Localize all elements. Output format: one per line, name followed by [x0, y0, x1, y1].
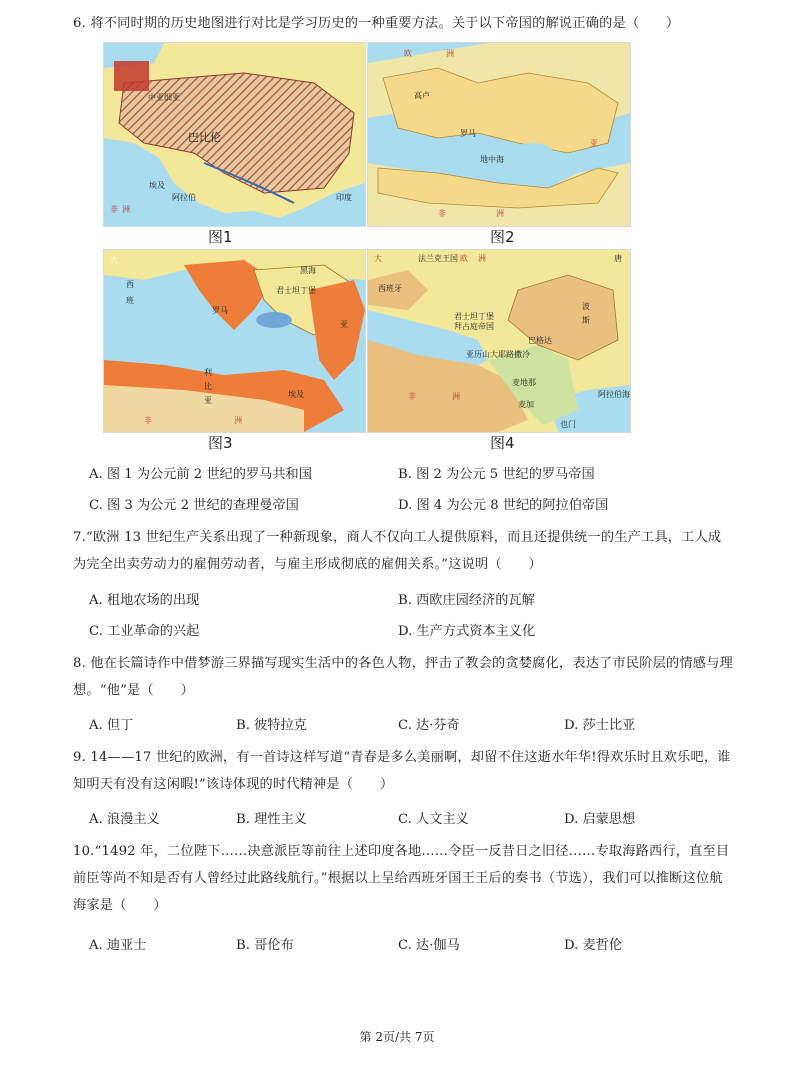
map-label: 法兰克王国: [418, 254, 458, 263]
map-figure-1: [103, 42, 366, 227]
q8-option-c[interactable]: C. 达·芬奇: [398, 718, 460, 733]
map-label: 非: [438, 209, 446, 218]
q6-option-b[interactable]: B. 图 2 为公元 5 世纪的罗马帝国: [398, 467, 595, 482]
q10-option-b[interactable]: B. 哥伦布: [236, 938, 294, 953]
map-label: 亚: [340, 320, 348, 329]
question-7-stem: 7.“欧洲 13 世纪生产关系出现了一种新现象，商人不仅向工人提供原料，而且还提供统一的生产工具，工人成为完全出卖劳动力的雇佣劳动者，与雇主形成彻底的雇佣关系。”这说明（ ）: [73, 530, 722, 572]
map-label: 洲: [452, 392, 460, 401]
map-label: 洲: [478, 254, 486, 263]
map-label: 麦加: [518, 400, 534, 409]
map-label: 巴比伦: [188, 131, 221, 144]
figure-4-caption: 图4: [490, 434, 515, 452]
map-label: 麦地那: [512, 378, 536, 387]
q10-option-c[interactable]: C. 达·伽马: [398, 938, 460, 953]
figure-3-caption: 图3: [208, 434, 233, 452]
map-figure-3: [103, 249, 366, 433]
page-number-footer: 第 2页/共 7页: [359, 1030, 435, 1044]
figure-2-caption: 图2: [490, 228, 515, 246]
map-label: 地中海: [480, 155, 504, 164]
map-label: 印度: [336, 193, 352, 202]
q9-option-c[interactable]: C. 人文主义: [398, 812, 469, 827]
map-label: 大: [374, 254, 382, 263]
map-label: 君士坦丁堡: [454, 312, 494, 321]
map-label: 欧: [460, 254, 468, 263]
q7-option-a[interactable]: A. 租地农场的出现: [89, 593, 200, 608]
map-label: 亚历山大: [466, 350, 498, 359]
map-label: 黑海: [300, 266, 316, 275]
map-label: 罗马: [212, 306, 228, 315]
map-figure-2: [367, 42, 631, 227]
map-label: 西: [126, 280, 134, 289]
q6-option-a[interactable]: A. 图 1 为公元前 2 世纪的罗马共和国: [89, 467, 312, 482]
map-label: 巴格达: [528, 336, 552, 345]
map-label: 西班牙: [378, 284, 402, 293]
map-label: 耶路撒冷: [498, 350, 530, 359]
q8-option-d[interactable]: D. 莎士比亚: [564, 718, 636, 733]
map-label: 利: [204, 368, 212, 377]
q10-option-d[interactable]: D. 麦哲伦: [564, 938, 623, 953]
map-label: 埃及: [288, 390, 304, 399]
map-label: 亚: [204, 396, 212, 405]
map-label: 亚: [590, 139, 598, 148]
map-label: 洲: [122, 205, 130, 214]
q8-option-a[interactable]: A. 但丁: [89, 718, 134, 733]
q7-option-c[interactable]: C. 工业革命的兴起: [89, 624, 200, 639]
map-figure-4: [367, 249, 631, 433]
q9-option-a[interactable]: A. 浪漫主义: [89, 812, 160, 827]
map-label: 非: [408, 392, 416, 401]
map-label: 欧: [404, 49, 412, 58]
map-label: 班: [126, 296, 134, 305]
q10-option-a[interactable]: A. 迪亚士: [89, 938, 147, 953]
map-figure-3-drawing: [104, 250, 365, 432]
map-label: 君士坦丁堡: [276, 286, 316, 295]
map-label: 大: [110, 256, 118, 265]
map-label: 非: [144, 416, 152, 425]
map-label: 洲: [446, 49, 454, 58]
question-8-stem: 8. 他在长篇诗作中借梦游三界描写现实生活中的各色人物，抨击了教会的贪婪腐化，表达了市民阶层的情感与理想。“他”是（ ）: [73, 656, 733, 698]
map-label: 埃及: [149, 181, 165, 190]
question-10-stem: 10.“1492 年，二位陛下……决意派臣等前往上述印度各地……令臣一反昔日之旧径……专取海路西行，直至目前臣等尚不知是否有人曾经过此路线航行。”根据以上呈给西班牙国王王后的奏书（节选），我们可以推断这位航海家是（ ）: [73, 844, 730, 913]
q9-option-d[interactable]: D. 启蒙思想: [564, 812, 636, 827]
map-label: 阿拉伯海: [598, 390, 630, 399]
q7-option-b[interactable]: B. 西欧庄园经济的瓦解: [398, 593, 535, 608]
map-label: 高卢: [414, 91, 430, 100]
map-label: 拜占庭帝国: [454, 322, 494, 331]
q8-option-b[interactable]: B. 彼特拉克: [236, 718, 307, 733]
map-label: 比: [204, 382, 212, 391]
map-figure-2-drawing: [368, 43, 630, 226]
question-6-stem: 6. 将不同时期的历史地图进行对比是学习历史的一种重要方法。关于以下帝国的解说正确的是（ ）: [73, 16, 680, 31]
q6-option-c[interactable]: C. 图 3 为公元 2 世纪的查理曼帝国: [89, 498, 299, 513]
map-label: 斯: [582, 316, 590, 325]
map-figure-1-drawing: [104, 43, 365, 226]
q7-option-d[interactable]: D. 生产方式资本主义化: [398, 624, 536, 639]
q9-option-b[interactable]: B. 理性主义: [236, 812, 307, 827]
q6-option-d[interactable]: D. 图 4 为公元 8 世纪的阿拉伯帝国: [398, 498, 609, 513]
map-label: 非: [110, 205, 118, 214]
map-label: 罗马: [460, 129, 476, 138]
map-label: 中亚细亚: [148, 93, 180, 102]
question-9-stem: 9. 14——17 世纪的欧洲，有一首诗这样写道“青春是多么美丽啊，却留不住这逝水年华!得欢乐时且欢乐吧，谁知明天有没有这闲暇!”该诗体现的时代精神是（ ）: [73, 750, 731, 792]
map-figure-4-drawing: [368, 250, 630, 432]
map-label: 唐: [614, 254, 622, 263]
map-label: 阿拉伯: [172, 193, 196, 202]
map-label: 洲: [496, 209, 504, 218]
map-label: 波: [582, 302, 590, 311]
map-label: 也门: [560, 420, 576, 429]
map-label: 洲: [234, 416, 242, 425]
figure-1-caption: 图1: [208, 228, 233, 246]
